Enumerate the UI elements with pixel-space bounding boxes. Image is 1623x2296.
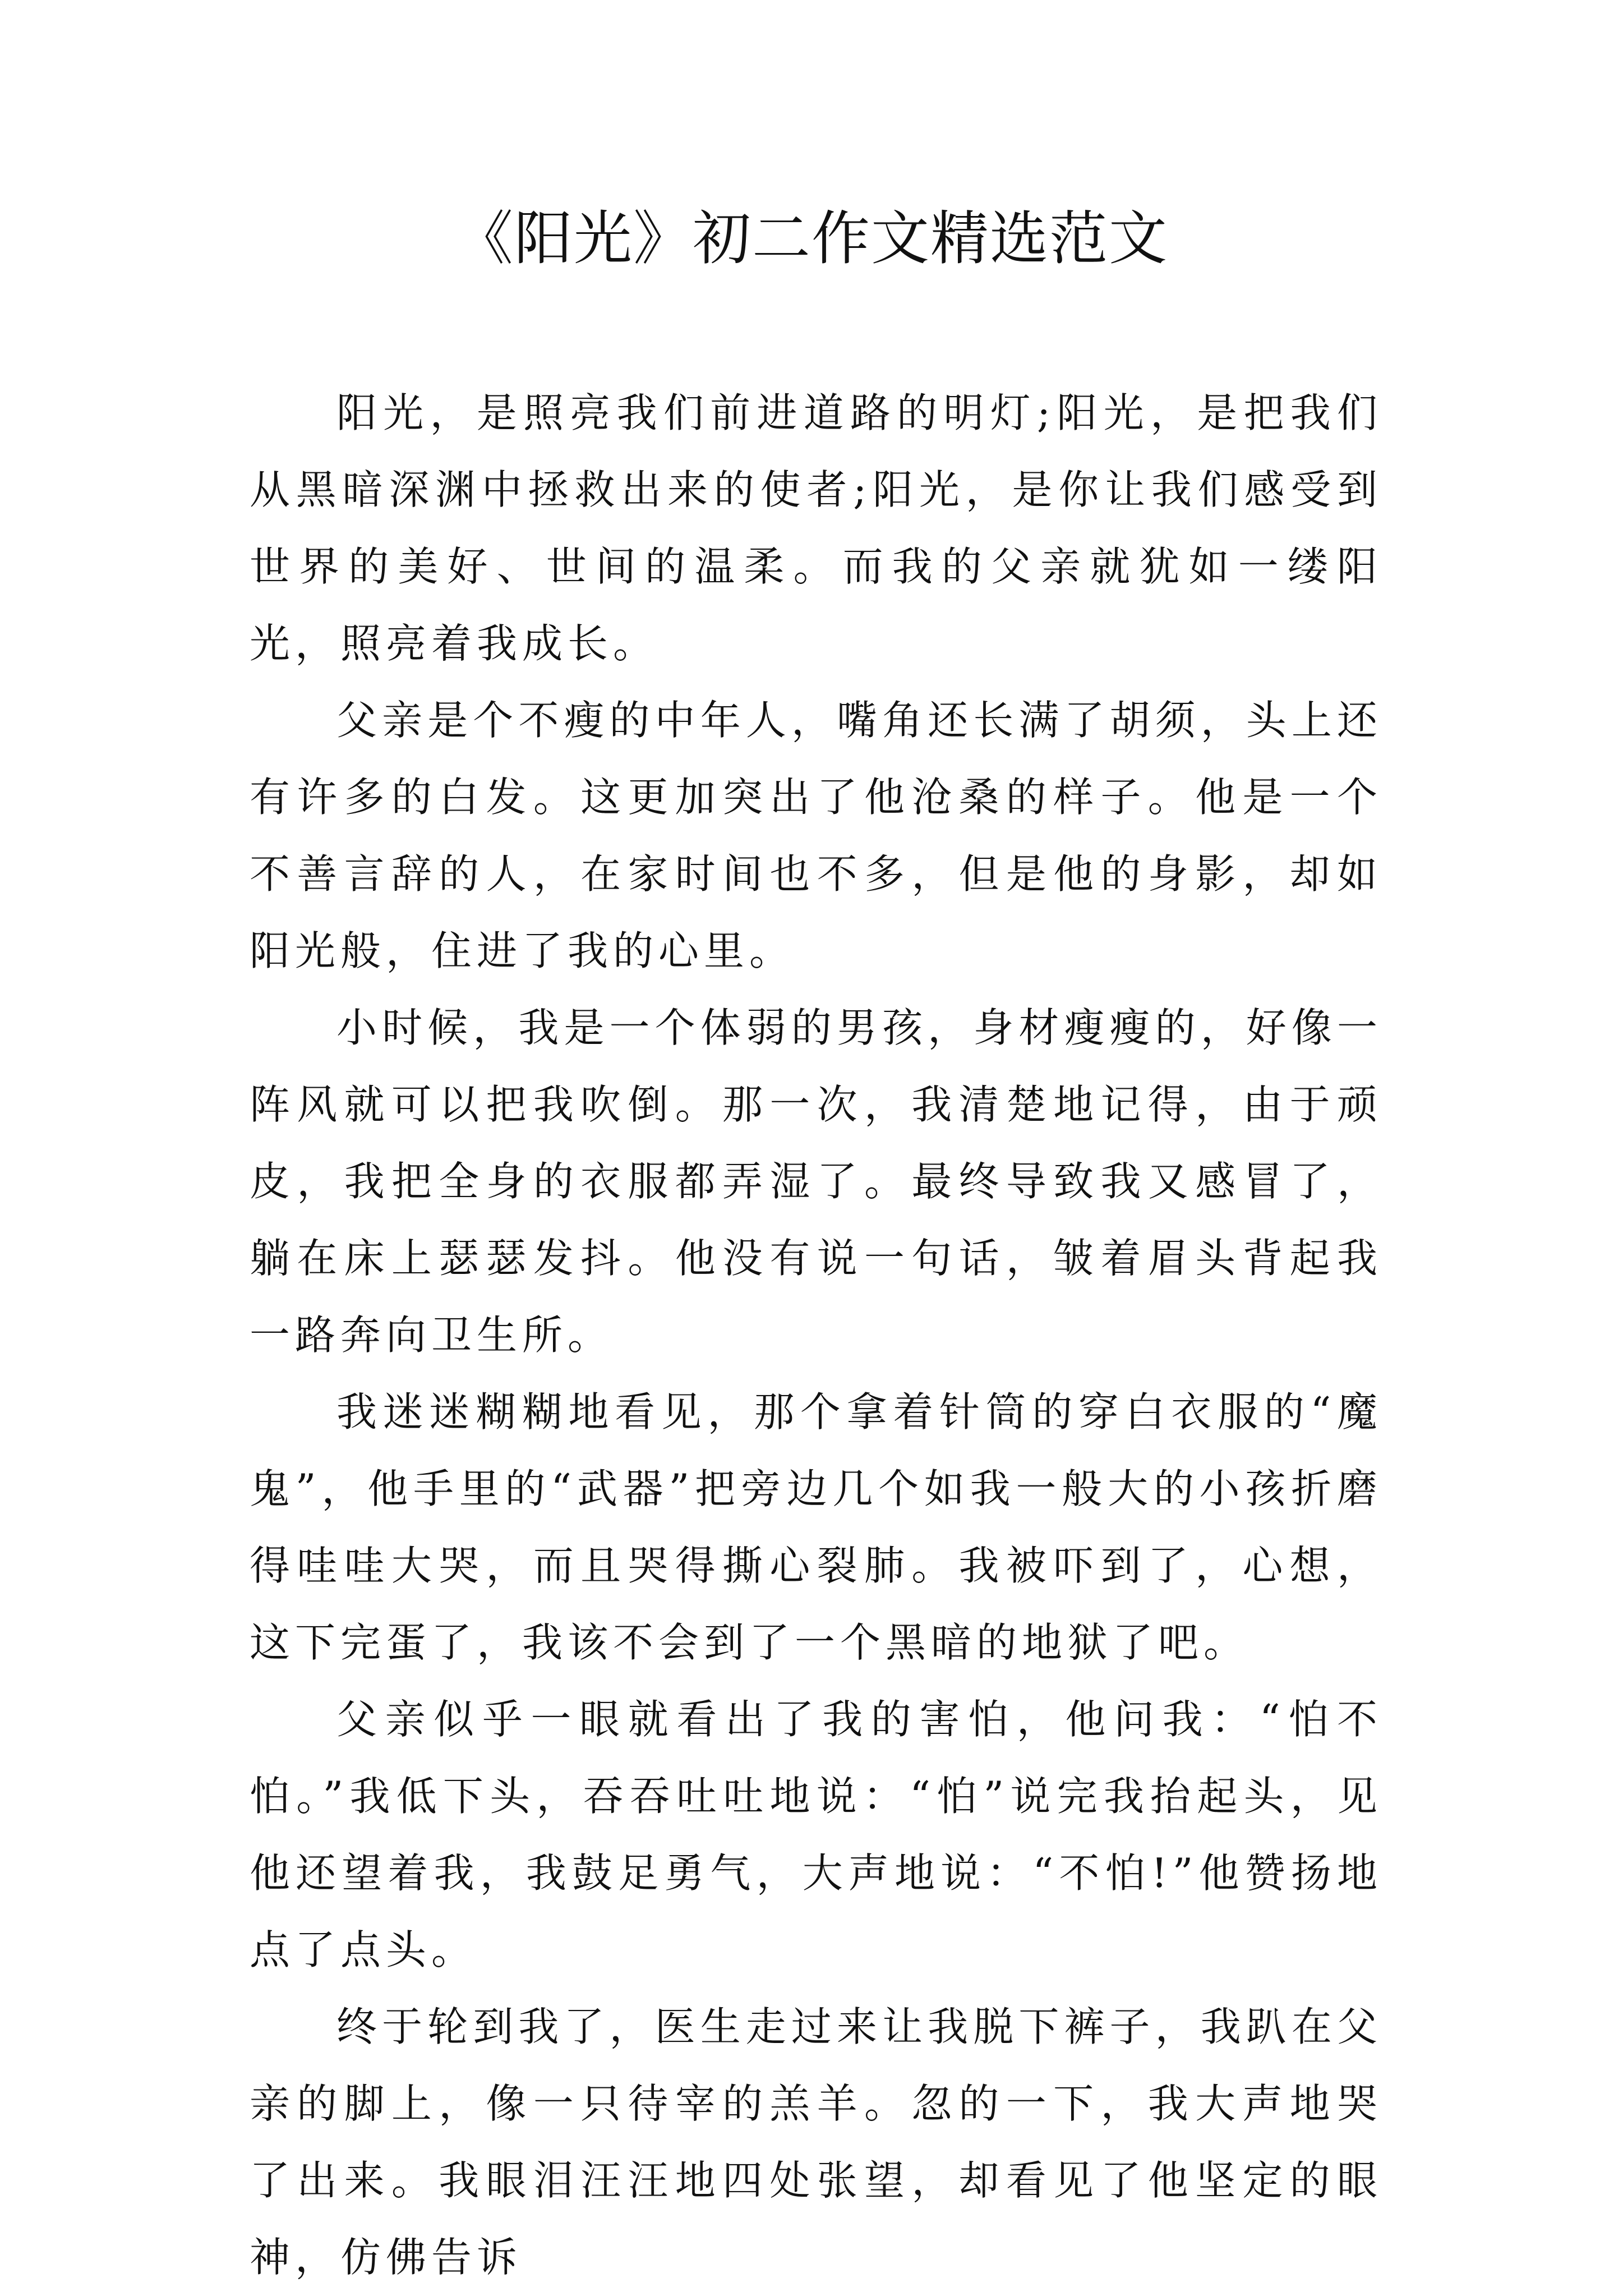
paragraph-3: 小时候，我是一个体弱的男孩，身材瘦瘦的，好像一阵风就可以把我吹倒。那一次，我清楚地记得，由于顽皮，我把全身的衣服都弄湿了。最终导致我又感冒了，躺在床上瑟瑟发抖。他没有说一句话，皱着眉头背起我一路奔向卫生所。 [250,1004,1382,1359]
paragraph-4: 我迷迷糊糊地看见，那个拿着针筒的穿白衣服的“魔鬼”，他手里的“武器”把旁边几个如我一般大的小孩折磨得哇哇大哭，而且哭得撕心裂肺。我被吓到了，心想，这下完蛋了，我该不会到了一个黑暗的地狱了吧。 [250,1388,1382,1666]
paragraph-6: 终于轮到我了，医生走过来让我脱下裤子，我趴在父亲的脚上，像一只待宰的羔羊。忽的一下，我大声地哭了出来。我眼泪汪汪地四处张望，却看见了他坚定的眼神，仿佛告诉 [250,2003,1382,2281]
document-title: 《阳光》初二作文精选范文 [454,204,1168,273]
document-body [250,375,1382,2296]
paragraph-1: 阳光，是照亮我们前进道路的明灯;阳光，是把我们从黑暗深渊中拯救出来的使者;阳光，是你让我们感受到世界的美好、世间的温柔。而我的父亲就犹如一缕阳光，照亮着我成长。 [250,389,1382,667]
paragraph-2: 父亲是个不瘦的中年人，嘴角还长满了胡须，头上还有许多的白发。这更加突出了他沧桑的样子。他是一个不善言辞的人，在家时间也不多，但是他的身影，却如阳光般，住进了我的心里。 [250,697,1382,974]
paragraph-5: 父亲似乎一眼就看出了我的害怕，他问我：“怕不怕。”我低下头，吞吞吐吐地说：“怕”说完我抬起头，见他还望着我，我鼓足勇气，大声地说：“不怕!”他赞扬地点了点头。 [250,1696,1382,1973]
